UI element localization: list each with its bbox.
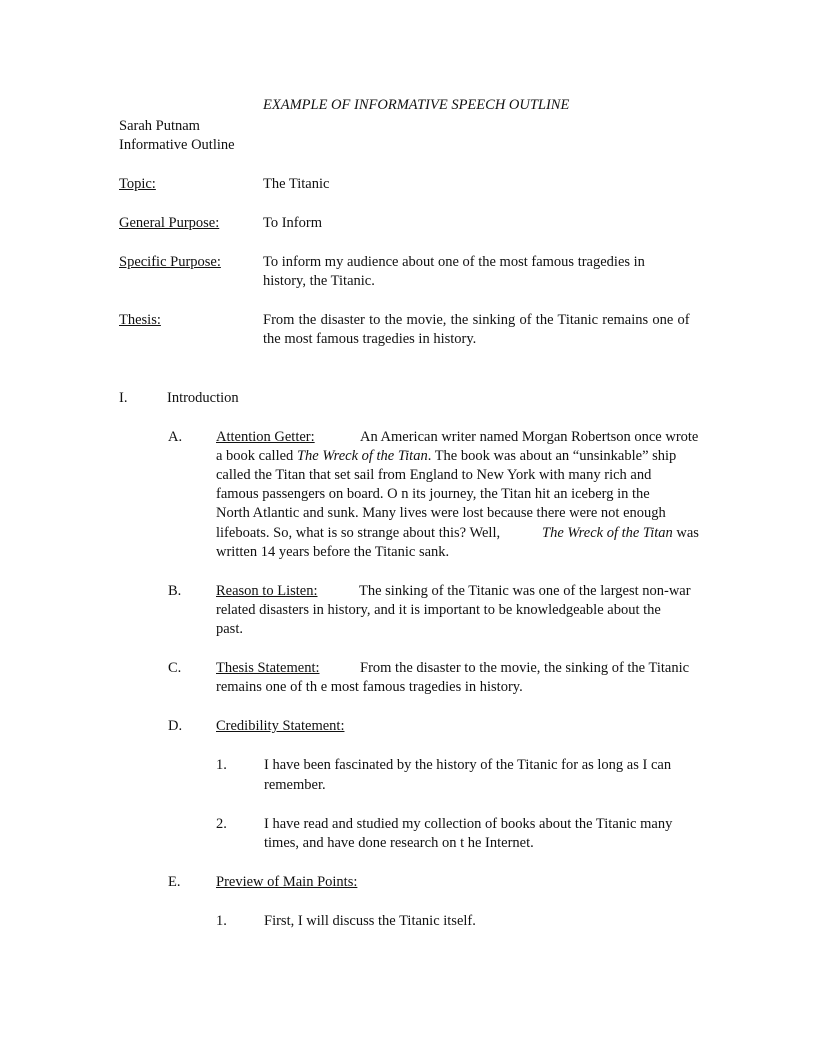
- document-title: EXAMPLE OF INFORMATIVE SPEECH OUTLINE: [263, 97, 570, 113]
- author-name: Sarah Putnam: [119, 118, 200, 134]
- document-subtitle: Informative Outline: [119, 137, 235, 153]
- item-a-letter: A.: [168, 429, 183, 445]
- credibility-sub2-line-2: times, and have done research on t he Internet.: [264, 835, 534, 851]
- preview-sub1-line-1: First, I will discuss the Titanic itself.: [264, 913, 476, 929]
- reason-line-1: The sinking of the Titanic was one of the largest non-war: [359, 583, 691, 599]
- item-e-letter: E.: [168, 874, 181, 890]
- thesis-statement-line-2: remains one of th e most famous tragedies in history.: [216, 679, 523, 695]
- thesis-line-1: From the disaster to the movie, the sinking of the Titanic remains one of: [263, 312, 690, 328]
- attention-getter-line-4: famous passengers on board. O n its journey, the Titan hit an iceberg in the: [216, 486, 650, 502]
- thesis-label: Thesis:: [119, 312, 161, 328]
- preview-sub1-number: 1.: [216, 913, 227, 929]
- attention-getter-line-6a: lifeboats. So, what is so strange about this? Well,: [216, 525, 501, 541]
- reason-line-2: related disasters in history, and it is important to be knowledgeable about the: [216, 602, 661, 618]
- specific-purpose-label: Specific Purpose:: [119, 254, 221, 270]
- specific-purpose-line-2: history, the Titanic.: [263, 273, 375, 289]
- thesis-line-2: the most famous tragedies in history.: [263, 331, 477, 347]
- general-purpose-value: To Inform: [263, 215, 322, 231]
- item-c-letter: C.: [168, 660, 182, 676]
- attention-getter-line-3: called the Titan that set sail from England to New York with many rich and: [216, 467, 652, 483]
- section-heading: Introduction: [167, 390, 239, 406]
- credibility-sub1-number: 1.: [216, 757, 227, 773]
- attention-getter-line-5: North Atlantic and sunk. Many lives were lost because there were not enough: [216, 505, 666, 521]
- book-title-2: The Wreck of the Titan was: [542, 525, 699, 541]
- preview-main-points-label: Preview of Main Points:: [216, 874, 358, 890]
- attention-getter-line-1: An American writer named Morgan Robertson once wrote: [360, 429, 699, 445]
- topic-value: The Titanic: [263, 176, 330, 192]
- topic-label: Topic:: [119, 176, 156, 192]
- book-title: The Wreck of the Titan: [296, 448, 428, 464]
- reason-to-listen-label: Reason to Listen:: [216, 583, 318, 599]
- reason-line-3: past.: [216, 621, 243, 637]
- item-d-letter: D.: [168, 718, 183, 734]
- credibility-sub1-line-2: remember.: [264, 777, 326, 793]
- section-numeral: I.: [119, 390, 128, 406]
- thesis-statement-label: Thesis Statement:: [216, 660, 320, 676]
- specific-purpose-line-1: To inform my audience about one of the most famous tragedies in: [263, 254, 645, 270]
- credibility-sub1-line-1: I have been fascinated by the history of the Titanic for as long as I can: [264, 757, 672, 773]
- thesis-statement-line-1: From the disaster to the movie, the sinking of the Titanic: [360, 660, 690, 676]
- credibility-sub2-number: 2.: [216, 816, 227, 832]
- attention-getter-line-2: a book called The Wreck of the Titan. The book was about an “unsinkable” ship: [216, 448, 677, 464]
- attention-getter-label: Attention Getter:: [216, 429, 315, 445]
- credibility-statement-label: Credibility Statement:: [216, 718, 345, 734]
- credibility-sub2-line-1: I have read and studied my collection of books about the Titanic many: [264, 816, 673, 832]
- item-b-letter: B.: [168, 583, 182, 599]
- general-purpose-label: General Purpose:: [119, 215, 220, 231]
- attention-getter-line-7: written 14 years before the Titanic sank.: [216, 544, 450, 560]
